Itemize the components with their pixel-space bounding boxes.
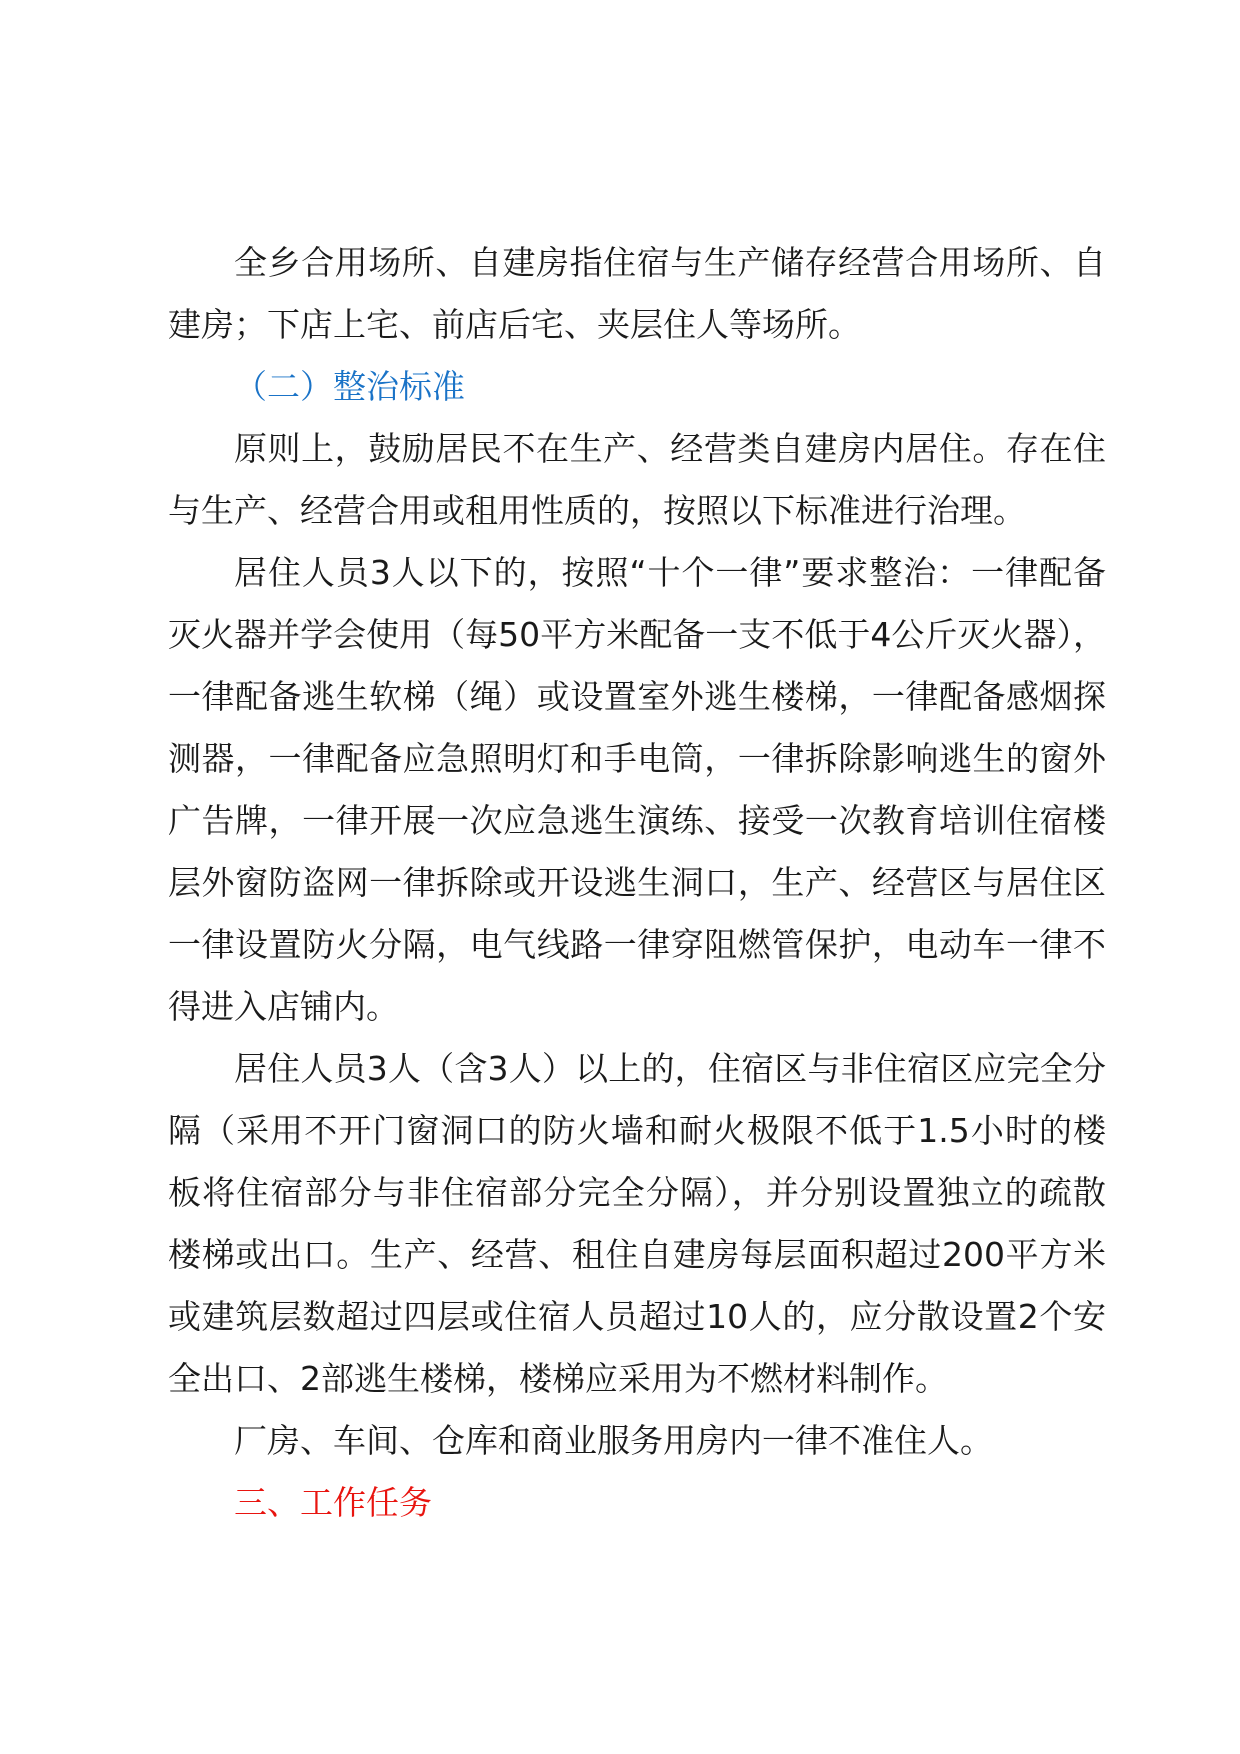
body-paragraph-three-or-more-residents: 居住人员3人（含3人）以上的，住宿区与非住宿区应完全分隔（采用不开门窗洞口的防火墙和耐火极限不低于1.5小时的楼板将住宿部分与非住宿部分完全分隔），并分别设置独立的疏散楼梯或出口。生产、经营、租住自建房每层面积超过200平方米或建筑层数超过四层或住宿人员超过10人的，应分散设置2个安全出口、2部逃生楼梯，楼梯应采用为不燃材料制作。 [168,1049,1106,1398]
body-paragraph-no-residence-in-factories: 厂房、车间、仓库和商业服务用房内一律不准住人。 [234,1421,993,1460]
body-paragraph-under-three-residents: 居住人员3人以下的，按照“十个一律”要求整治：一律配备灭火器并学会使用（每50平方米配备一支不低于4公斤灭火器），一律配备逃生软梯（绳）或设置室外逃生楼梯，一律配备感烟探测器，一律配备应急照明灯和手电筒，一律拆除影响逃生的窗外广告牌，一律开展一次应急逃生演练、接受一次教育培训住宿楼层外窗防盗网一律拆除或开设逃生洞口，生产、经营区与居住区一律设置防火分隔，电气线路一律穿阻燃管保护，电动车一律不得进入店铺内。 [168,553,1106,1026]
section-heading-work-tasks: 三、工作任务 [234,1483,432,1522]
document-page [168,232,1106,1534]
body-paragraph-scope: 全乡合用场所、自建房指住宿与生产储存经营合用场所、自建房；下店上宅、前店后宅、夹层住人等场所。 [168,243,1106,344]
subheading-rectification-standard: （二）整治标准 [234,367,465,406]
body-paragraph-principle: 原则上，鼓励居民不在生产、经营类自建房内居住。存在住与生产、经营合用或租用性质的，按照以下标准进行治理。 [168,429,1106,530]
